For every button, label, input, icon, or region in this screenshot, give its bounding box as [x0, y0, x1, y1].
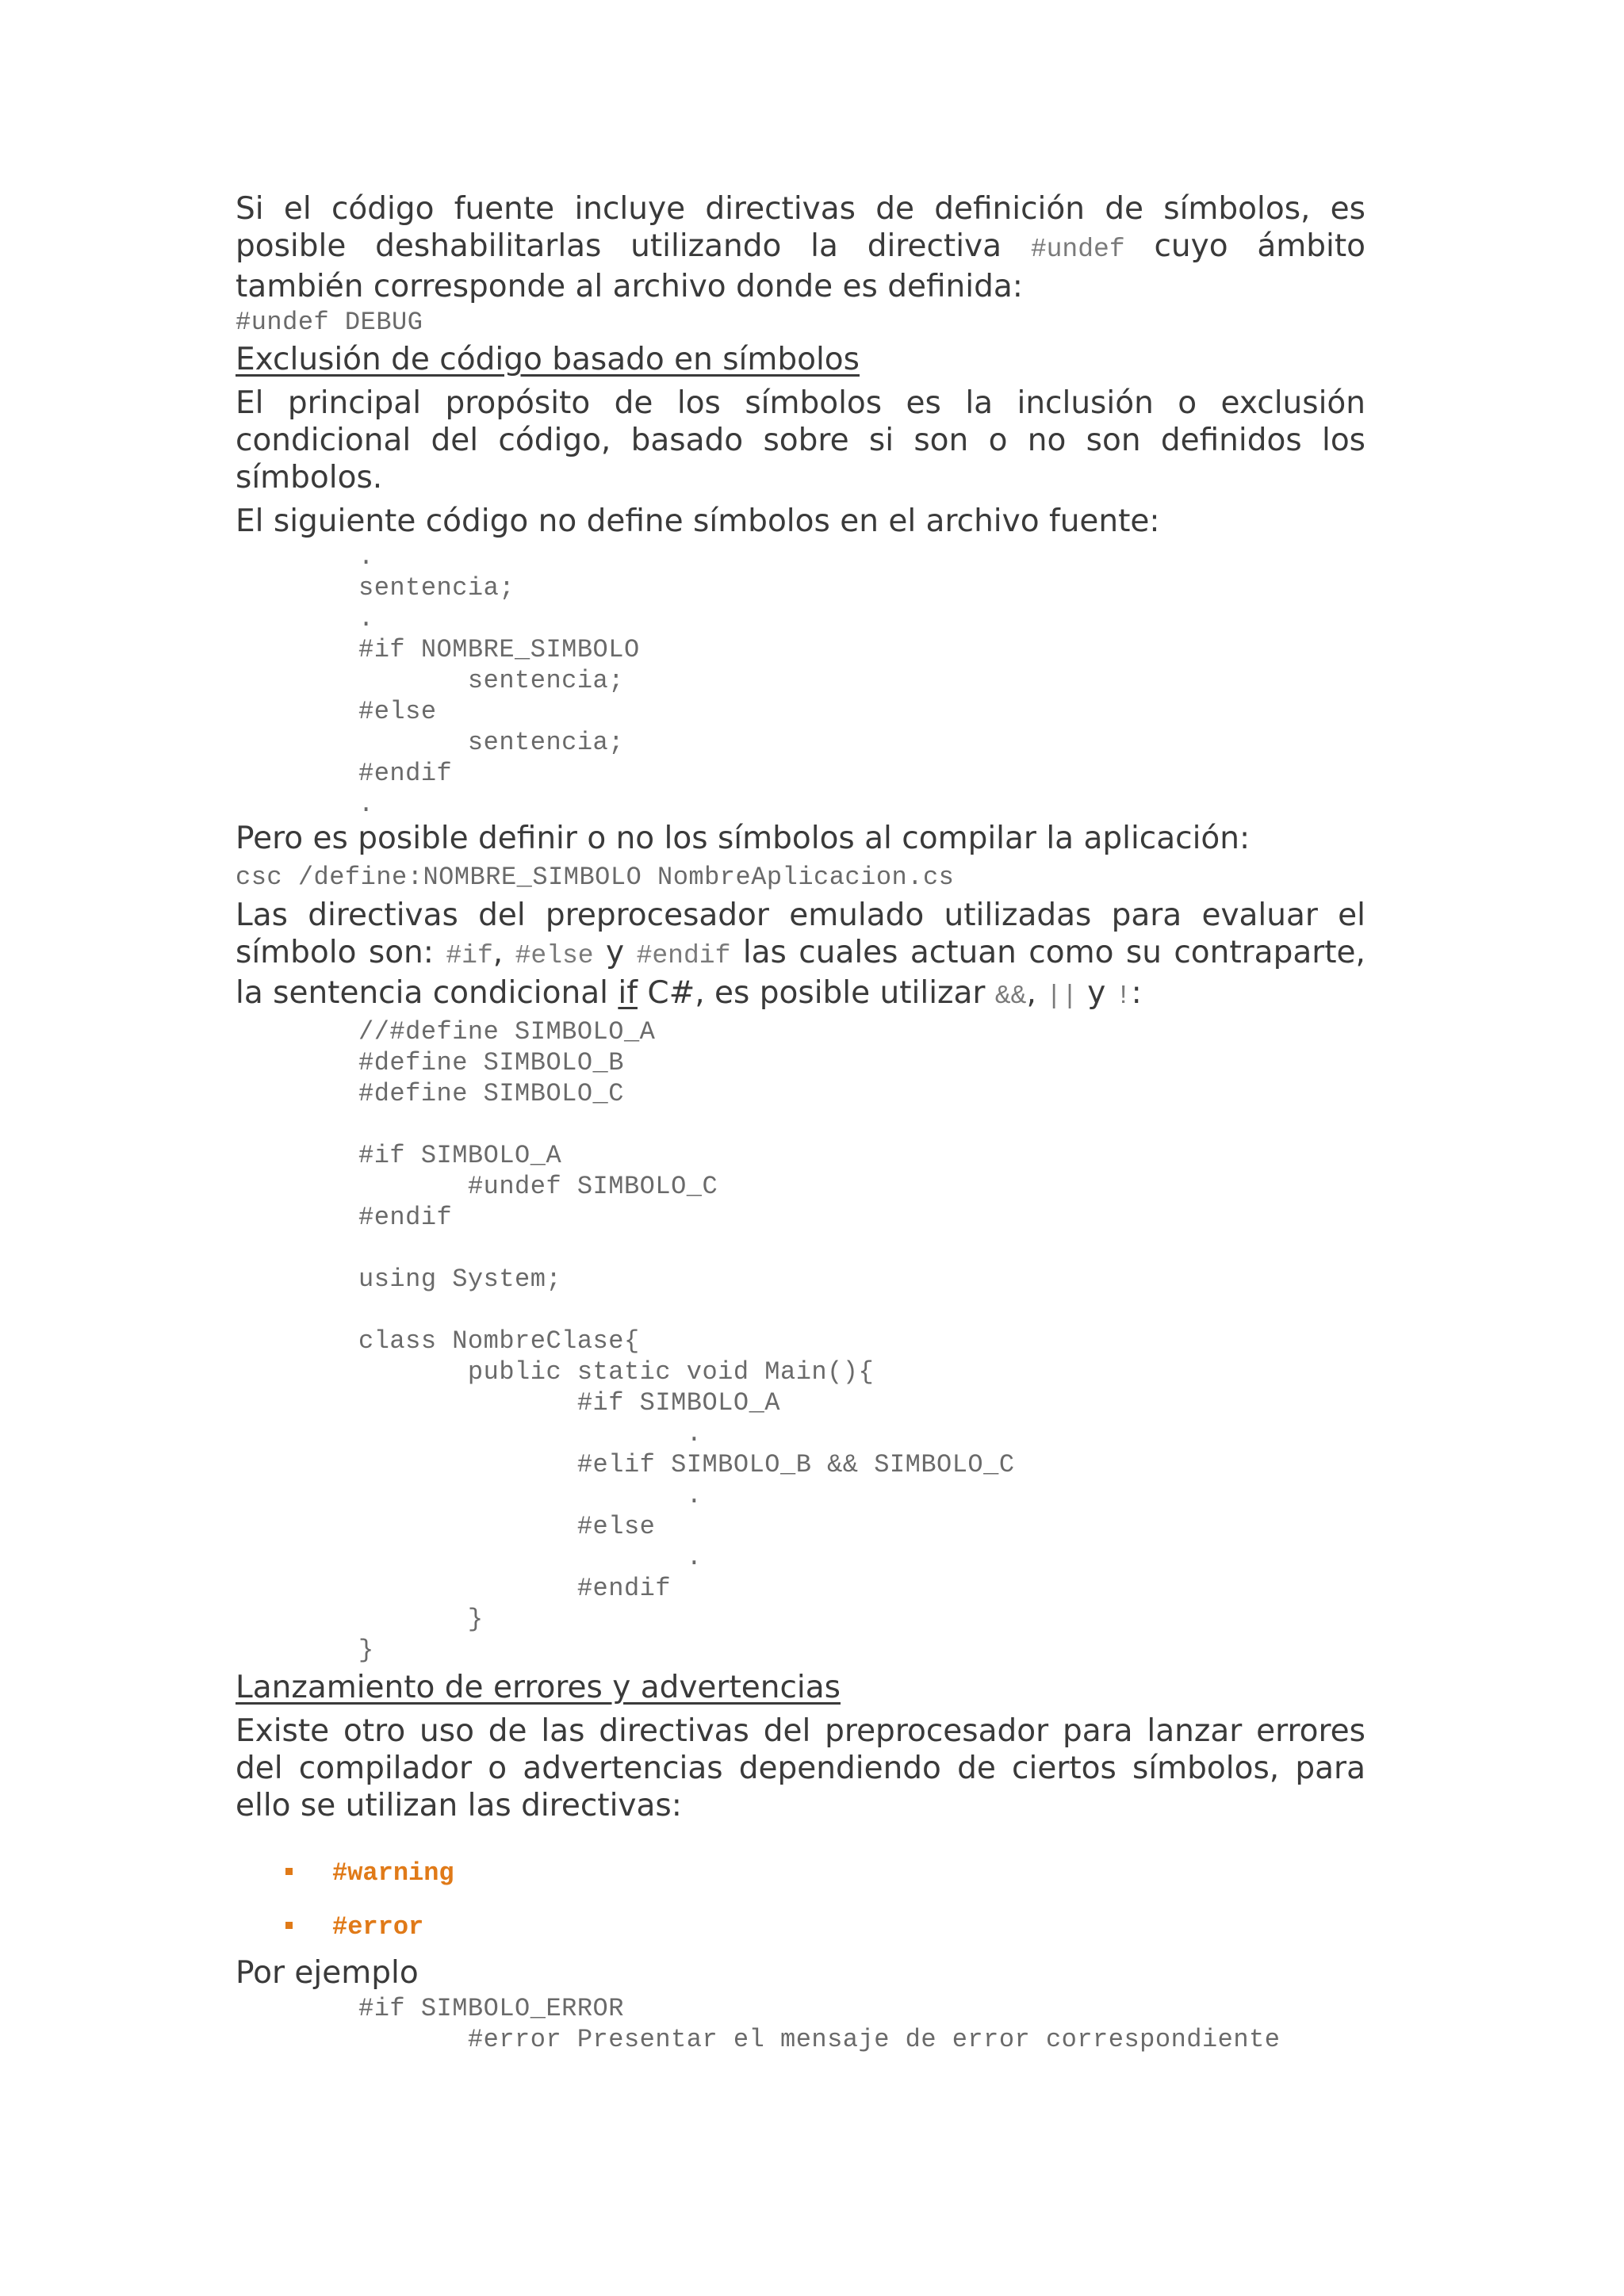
underlined-if: if: [618, 975, 638, 1011]
paragraph-errors-warnings: Existe otro uso de las directivas del preprocesador para lanzar errores del compilador o advertencias dependiendo de ciertos símbolos, para ello se utilizan las directivas:: [236, 1713, 1365, 1823]
text: ,: [1026, 975, 1036, 1011]
inline-code-if: #if: [446, 941, 493, 970]
text: Las directivas del preprocesador emulado utilizadas para evaluar el símbolo son:: [236, 897, 1365, 970]
directive-list: [236, 1846, 1365, 1954]
section-heading-errors: Lanzamiento de errores y advertencias: [236, 1670, 841, 1705]
text: y: [606, 935, 625, 970]
text: las cuales actuan como su contraparte, la sentencia condicional: [236, 935, 1365, 1011]
code-block-define-example: //#define SIMBOLO_A #define SIMBOLO_B #define SIMBOLO_C #if SIMBOLO_A #undef SIMBOLO_C #endif using System; class NombreClase{ public static void Main(){ #if SIMBOLO_A . #elif SIMBOLO_B && SIMBOLO_C . #else . #endif } }: [358, 1017, 1015, 1665]
paragraph-example: Por ejemplo: [236, 1955, 419, 1991]
inline-code-undef: #undef: [1030, 235, 1125, 264]
inline-code-and: &&: [994, 982, 1027, 1011]
code-csc-command: csc /define:NOMBRE_SIMBOLO NombreAplicacion.cs: [236, 863, 955, 892]
bullet-square-icon: [285, 1868, 293, 1875]
inline-code-or: ||: [1046, 982, 1078, 1011]
directive-error: #error: [332, 1912, 424, 1942]
text: ,: [492, 935, 504, 970]
inline-code-not: !: [1115, 982, 1132, 1011]
section-heading-exclusion: Exclusión de código basado en símbolos: [236, 342, 860, 377]
code-block-error-example: #if SIMBOLO_ERROR #error Presentar el mensaje de error correspondiente: [358, 1994, 1281, 2054]
code-block-if-else: . sentencia; . #if NOMBRE_SIMBOLO sentencia; #else sentencia; #endif .: [358, 542, 640, 819]
text: C#, es posible utilizar: [647, 975, 986, 1011]
directive-warning: #warning: [332, 1858, 454, 1888]
text: Si el código fuente incluye directivas de definición de símbolos, es posible deshabilitarlas utilizando la directiva: [236, 191, 1365, 264]
paragraph-directives: [236, 897, 1365, 1015]
code-undef-debug: #undef DEBUG: [236, 308, 423, 337]
list-item: [236, 1846, 1365, 1900]
inline-code-else: #else: [515, 941, 594, 970]
paragraph-compile-define: Pero es posible definir o no los símbolos al compilar la aplicación:: [236, 821, 1251, 856]
text: cuyo ámbito también corresponde al archivo donde es definida:: [236, 228, 1365, 304]
inline-code-endif: #endif: [636, 941, 731, 970]
paragraph-undef-intro: [236, 190, 1365, 302]
paragraph-no-define: El siguiente código no define símbolos en el archivo fuente:: [236, 503, 1160, 539]
paragraph-symbols-purpose: El principal propósito de los símbolos es la inclusión o exclusión condicional del código, basado sobre si son o no son definidos los símbolos.: [236, 385, 1365, 496]
bullet-square-icon: [285, 1922, 293, 1929]
list-item: [236, 1900, 1365, 1954]
text: :: [1131, 975, 1142, 1011]
document-body: [236, 190, 1365, 2055]
text: y: [1087, 975, 1106, 1011]
